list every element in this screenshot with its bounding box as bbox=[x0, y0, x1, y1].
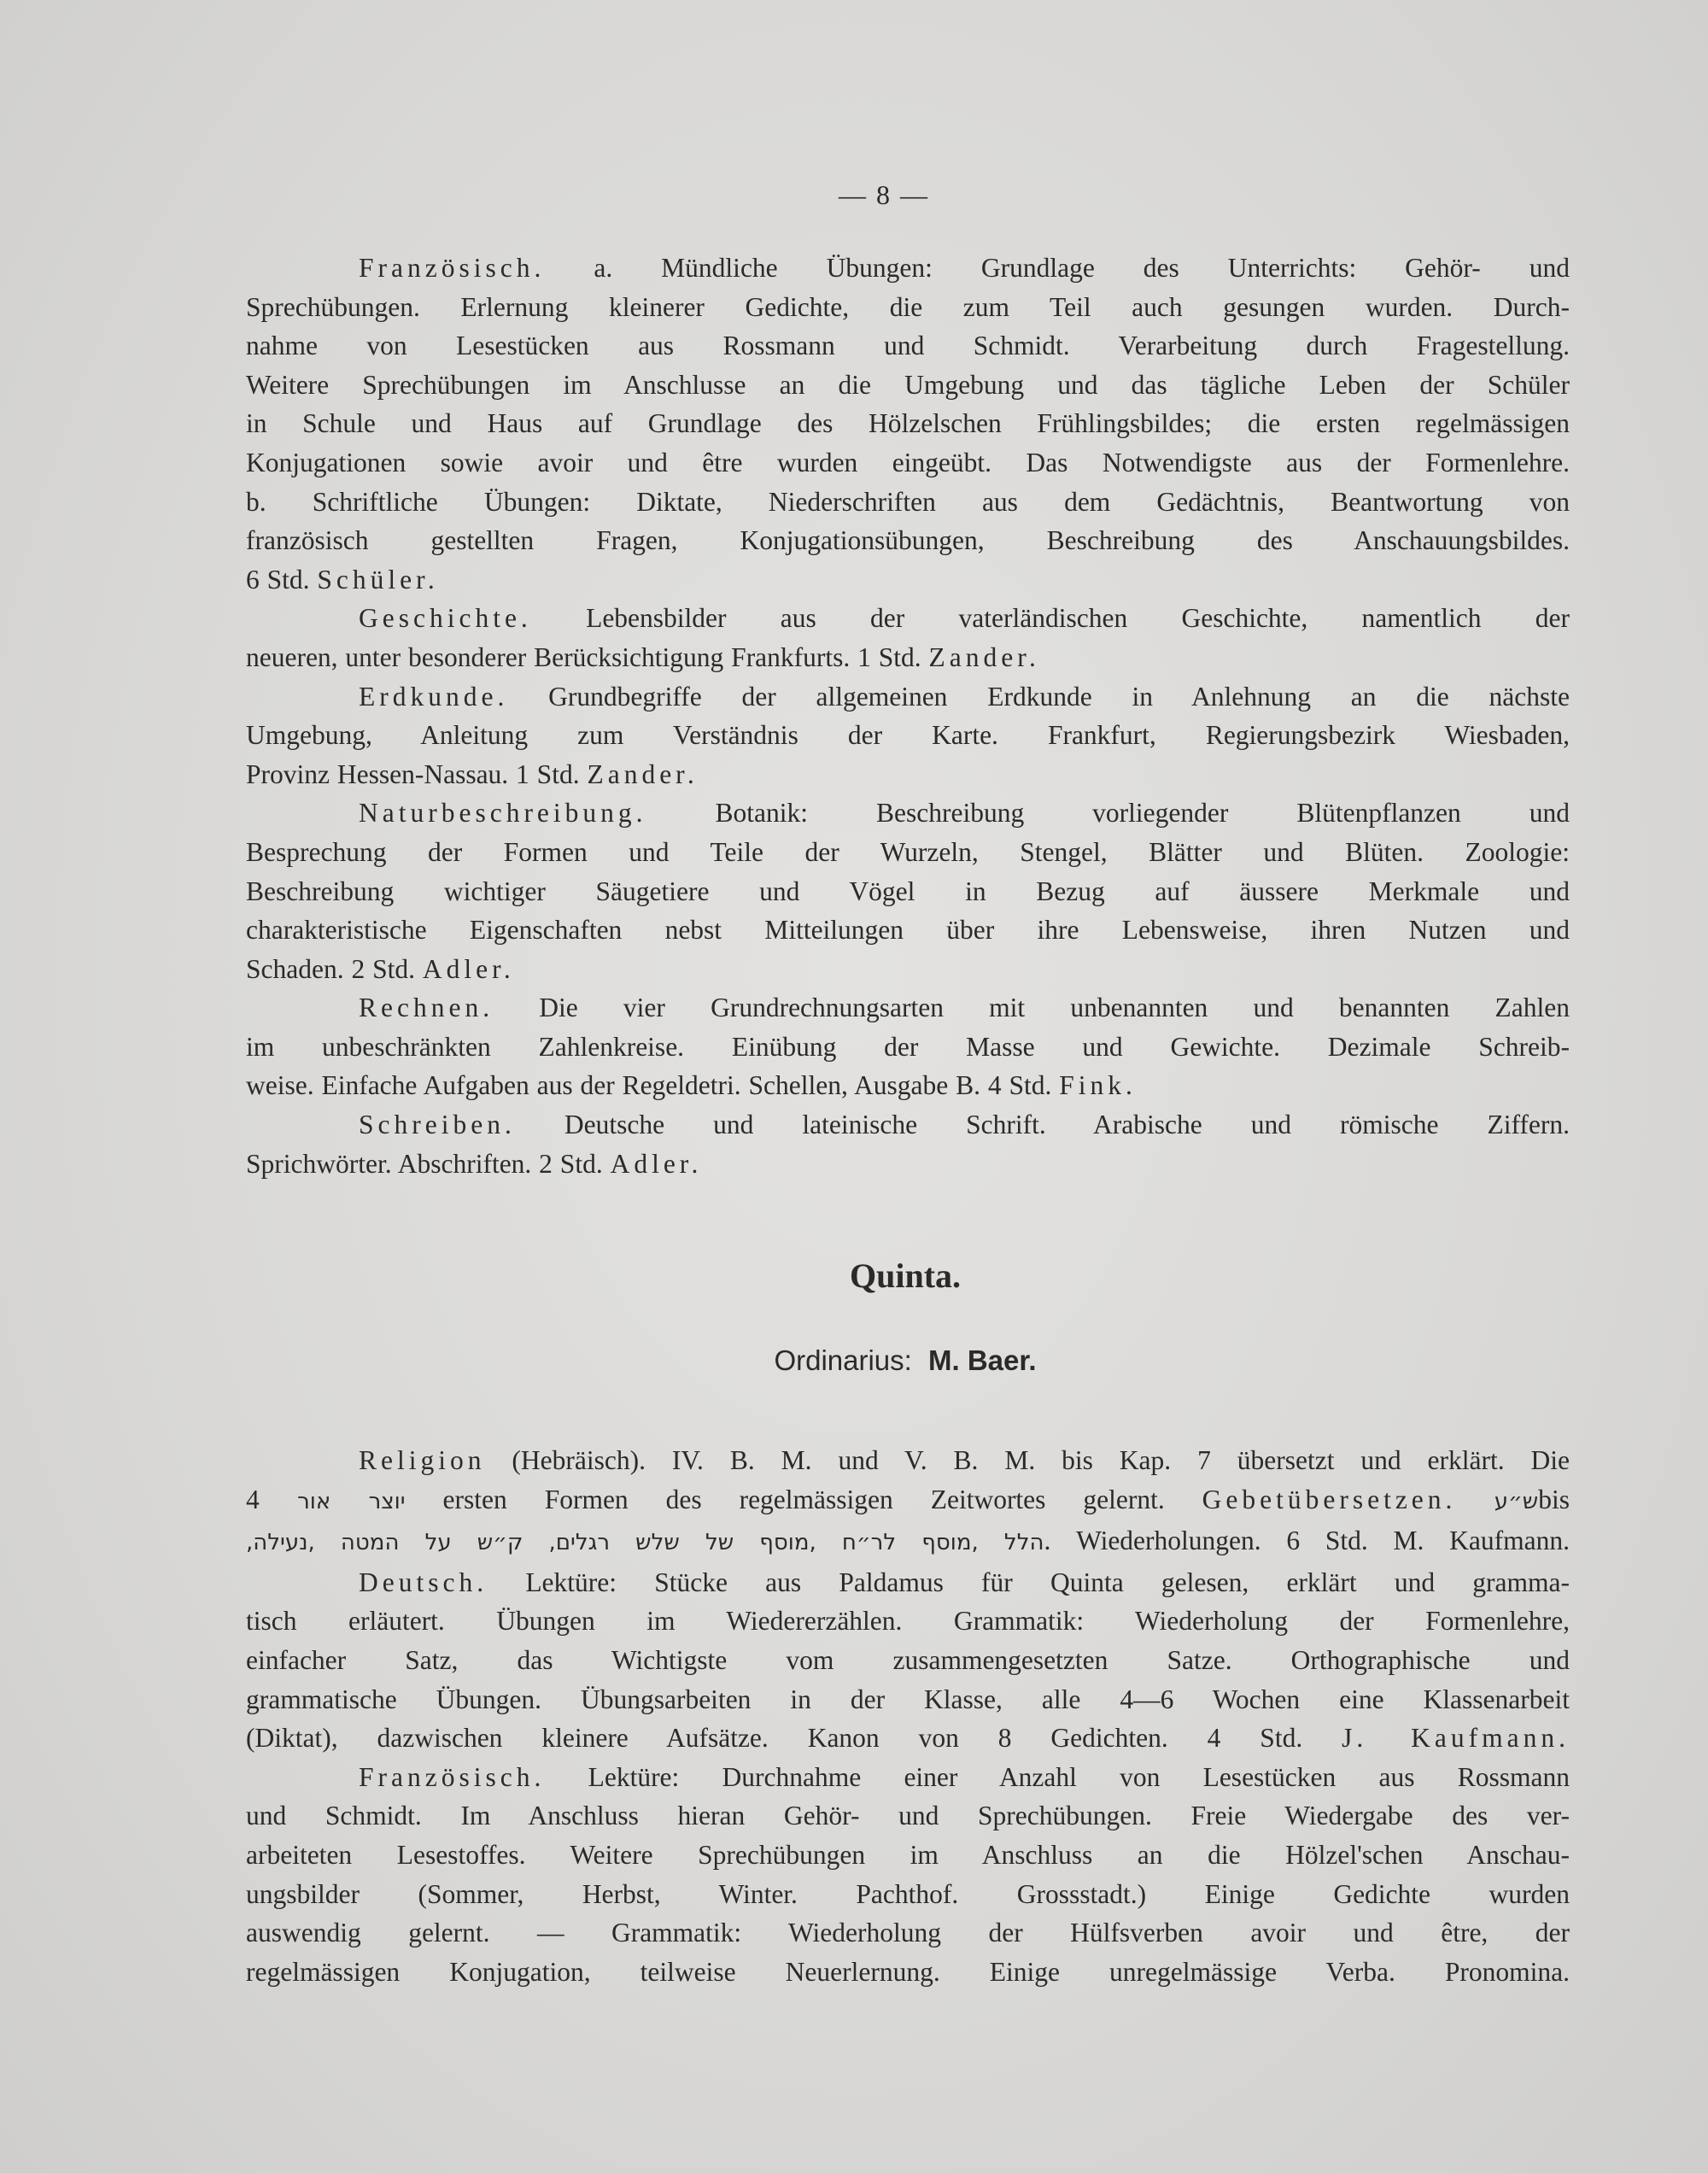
line-text: ungsbilder (Sommer, Herbst, Winter. Pachthof. Grossstadt.) Einige Gedichte wurden bbox=[246, 1878, 1570, 1909]
line-text: Deutsche und lateinische Schrift. Arabische und römische Ziffern. bbox=[515, 1110, 1570, 1140]
text-line bbox=[246, 988, 1570, 1028]
text-line bbox=[246, 638, 1570, 677]
subject-heading: Deutsch. bbox=[359, 1567, 488, 1597]
text-line bbox=[246, 483, 1570, 522]
teacher-name: Zander. bbox=[587, 758, 699, 789]
line-text: weise. Einfache Aufgaben aus der Regeldetri. Schellen, Ausgabe B. 4 Std. bbox=[246, 1070, 1060, 1101]
text-line bbox=[246, 794, 1570, 833]
teacher-name: Schüler. bbox=[317, 564, 439, 594]
hebrew-text: יוצר אור bbox=[259, 1488, 406, 1514]
ordinarius-line bbox=[0, 1344, 1708, 1377]
line-text: neueren, unter besonderer Berücksichtigung Frankfurts. 1 Std. bbox=[246, 641, 929, 672]
line-text: Lebensbilder aus der vaterländischen Geschichte, namentlich der bbox=[531, 603, 1570, 634]
text-line bbox=[246, 1105, 1570, 1145]
text-line bbox=[246, 326, 1570, 366]
teacher-name: J. Kaufmann. bbox=[1342, 1723, 1570, 1754]
line-text: 4 ersten Formen des regelmässigen Zeitwortes gelernt. bbox=[246, 1484, 1202, 1514]
line-text: französisch gestellten Fragen, Konjugationsübungen, Beschreibung des Anschauungsbildes. bbox=[246, 525, 1570, 556]
line-text: arbeiteten Lesestoffes. Weitere Sprechübungen im Anschluss an die Hölzel'schen Anschau- bbox=[246, 1839, 1570, 1870]
line-text: regelmässigen Konjugation, teilweise Neuerlernung. Einige unregelmässige Verba. Pronomina. bbox=[246, 1956, 1570, 1987]
text-line bbox=[246, 1602, 1570, 1641]
teacher-name: Fink. bbox=[1059, 1070, 1137, 1101]
subject-heading: Rechnen. bbox=[359, 993, 494, 1023]
subject-heading: Erdkunde. bbox=[359, 681, 509, 712]
text-line bbox=[246, 716, 1570, 755]
text-line bbox=[246, 599, 1570, 638]
text-line bbox=[246, 1066, 1570, 1105]
line-text: auswendig gelernt. — Grammatik: Wiederholung der Hülfsverben avoir und être, der bbox=[246, 1918, 1570, 1948]
line-text: bis bbox=[1538, 1484, 1570, 1514]
line-text: b. Schriftliche Übungen: Diktate, Niederschriften aus dem Gedächtnis, Beantwortung von bbox=[246, 486, 1570, 517]
line-text: Beschreibung wichtiger Säugetiere und Vögel in Bezug auf äussere Merkmale und bbox=[246, 876, 1570, 906]
line-text: Sprichwörter. Abschriften. 2 Std. bbox=[246, 1148, 611, 1179]
line-text: Lektüre: Durchnahme einer Anzahl von Lesestücken aus Rossmann bbox=[545, 1761, 1570, 1792]
line-text: grammatische Übungen. Übungsarbeiten in der Klasse, alle 4—6 Wochen eine Klassenarbeit bbox=[246, 1684, 1570, 1714]
subject-heading: Schreiben. bbox=[359, 1110, 516, 1140]
text-line bbox=[246, 755, 1570, 794]
teacher-name: Adler. bbox=[610, 1148, 703, 1179]
text-line bbox=[246, 1680, 1570, 1719]
text-line bbox=[246, 404, 1570, 443]
line-text: Grundbegriffe der allgemeinen Erdkunde in Anlehnung an die nächste bbox=[508, 681, 1570, 712]
line-text: (Hebräisch). IV. B. M. und V. B. M. bis Kap. 7 übersetzt und erklärt. Die bbox=[485, 1445, 1570, 1475]
line-text: Sprechübungen. Erlernung kleinerer Gedichte, die zum Teil auch gesungen wurden. Durch- bbox=[246, 291, 1570, 322]
section-sexta-continued bbox=[246, 249, 1570, 1183]
section-heading-quinta: Quinta. bbox=[849, 1256, 962, 1295]
line-text: Botanik: Beschreibung vorliegender Blütenpflanzen und bbox=[646, 798, 1570, 829]
subject-heading: Französisch. bbox=[359, 1761, 546, 1792]
text-line bbox=[246, 1145, 1570, 1184]
line-text: Schaden. 2 Std. bbox=[246, 953, 423, 984]
line-text: und Schmidt. Im Anschluss hieran Gehör- und Sprechübungen. Freie Wiedergabe des ver- bbox=[246, 1801, 1570, 1831]
hebrew-text: ש״ע bbox=[1456, 1488, 1539, 1514]
line-text: Provinz Hessen-Nassau. 1 Std. bbox=[246, 758, 588, 789]
text-line bbox=[246, 1875, 1570, 1914]
line-text: tisch erläutert. Übungen im Wiedererzählen. Grammatik: Wiederholung der Formenlehre, bbox=[246, 1606, 1570, 1637]
text-line bbox=[246, 1441, 1570, 1480]
line-text: (Diktat), dazwischen kleinere Aufsätze. Kanon von 8 Gedichten. 4 Std. bbox=[246, 1723, 1342, 1754]
line-text: im unbeschränkten Zahlenkreise. Einübung der Masse und Gewichte. Dezimale Schreib- bbox=[246, 1031, 1570, 1062]
hebrew-text: ,הלל ,מוסף לר״ח ,מוסף של שלש רגלים, ק״ש על המטה ,נעילה bbox=[246, 1530, 1044, 1556]
line-text: Weitere Sprechübungen im Anschlusse an die Umgebung und das tägliche Leben der Schüler bbox=[246, 369, 1570, 400]
text-line bbox=[246, 911, 1570, 950]
text-line bbox=[246, 1521, 1570, 1563]
text-line bbox=[246, 249, 1570, 288]
text-line bbox=[246, 366, 1570, 405]
line-text: Besprechung der Formen und Teile der Wurzeln, Stengel, Blätter und Blüten. Zoologie: bbox=[246, 836, 1570, 867]
text-line bbox=[246, 833, 1570, 872]
subject-heading: Französisch. bbox=[359, 253, 546, 283]
subject-heading: Religion bbox=[359, 1445, 486, 1475]
ordinarius-name: M. Baer. bbox=[928, 1344, 1037, 1376]
text-line bbox=[246, 950, 1570, 989]
line-text: Umgebung, Anleitung zum Verständnis der Karte. Frankfurt, Regierungsbezirk Wiesbaden, bbox=[246, 720, 1570, 751]
text-line bbox=[246, 443, 1570, 483]
text-line bbox=[246, 1480, 1570, 1522]
teacher-name: Zander. bbox=[928, 641, 1040, 672]
line-text: 6 Std. bbox=[246, 564, 318, 594]
text-line bbox=[246, 1836, 1570, 1875]
text-line bbox=[246, 1563, 1570, 1602]
text-line bbox=[246, 677, 1570, 717]
text-line bbox=[246, 560, 1570, 600]
teacher-name: Adler. bbox=[422, 953, 515, 984]
section-quinta bbox=[246, 1441, 1570, 1991]
ordinarius-label: Ordinarius: bbox=[774, 1344, 912, 1376]
text-line bbox=[246, 1796, 1570, 1836]
text-line bbox=[246, 1913, 1570, 1953]
line-text: Konjugationen sowie avoir und être wurden eingeübt. Das Notwendigste aus der Formenlehre. bbox=[246, 447, 1570, 477]
page-number: — 8 — bbox=[839, 179, 929, 210]
text-line bbox=[246, 1758, 1570, 1797]
line-text: Die vier Grundrechnungsarten mit unbenannten und benannten Zahlen bbox=[494, 993, 1570, 1023]
teacher-name: Gebetübersetzen. bbox=[1202, 1484, 1457, 1514]
text-line bbox=[246, 521, 1570, 560]
text-line bbox=[246, 1953, 1570, 1992]
line-text: Lektüre: Stücke aus Paldamus für Quinta gelesen, erklärt und gramma- bbox=[488, 1567, 1570, 1597]
line-text: . Wiederholungen. 6 Std. M. Kaufmann. bbox=[1044, 1526, 1570, 1556]
text-line bbox=[246, 1641, 1570, 1680]
subject-heading: Geschichte. bbox=[359, 603, 532, 634]
text-line bbox=[246, 1028, 1570, 1067]
text-line bbox=[246, 288, 1570, 327]
line-text: einfacher Satz, das Wichtigste vom zusammengesetzten Satze. Orthographische und bbox=[246, 1644, 1570, 1675]
text-line bbox=[246, 1719, 1570, 1758]
subject-heading: Naturbeschreibung. bbox=[359, 798, 647, 829]
line-text: a. Mündliche Übungen: Grundlage des Unterrichts: Gehör- und bbox=[545, 253, 1570, 283]
line-text: charakteristische Eigenschaften nebst Mitteilungen über ihre Lebensweise, ihren Nutzen und bbox=[246, 915, 1570, 946]
text-line bbox=[246, 872, 1570, 911]
line-text: nahme von Lesestücken aus Rossmann und Schmidt. Verarbeitung durch Fragestellung. bbox=[246, 331, 1570, 361]
line-text: in Schule und Haus auf Grundlage des Hölzelschen Frühlingsbildes; die ersten regelmässigen bbox=[246, 408, 1570, 439]
